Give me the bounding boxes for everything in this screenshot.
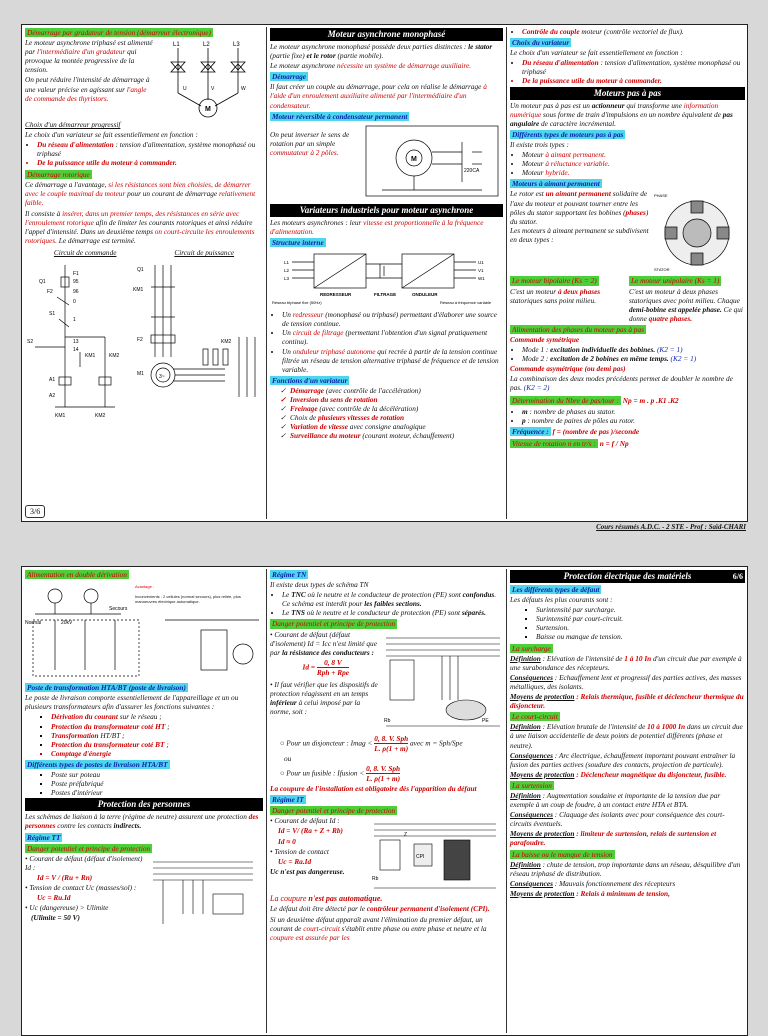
svg-text:F1: F1 [73,271,79,278]
formula-or: ou [284,753,292,763]
list-item: ✓ Freinage (avec contrôle de la décélération) [282,404,503,413]
svg-text:0: 0 [73,299,76,306]
paragraph: Moyens de protection : Déclencheur magnétique du disjoncteur, fusible. [510,769,727,779]
svg-text:Rb: Rb [383,717,390,724]
formula-line: Détermination du Nbre de pas/tour : Np = m . p .K1 .K2 [512,395,679,405]
page2-column-2 [266,569,506,1033]
label-L2: L2 [203,42,210,49]
paragraph: On peut inverser le sens de rotation par un simple commutateur à 2 pôles. [270,129,350,157]
list-item: • Le TNC où le neutre et le conducteur de protection (PE) sont confondus. Ce schéma est interdit pour les faibles sections. [282,590,503,608]
svg-text:Normal: Normal [25,620,42,627]
section-heading: Différents types de moteurs pas à pas [512,129,624,139]
section-heading: La surcharge [512,643,551,653]
tn-scheme-diagram [382,630,503,734]
svg-text:W1: W1 [478,276,485,282]
paragraph: On peut réduire l'intensité de démarrage à une valeur précise en agissant sur l'angle de commande des thyristors. [25,75,150,103]
subheading: Choix d'un démarreur progressif [25,120,121,130]
list-item: ▪ Poste préfabriqué [51,779,263,788]
svg-text:M: M [411,155,417,163]
section-heading: Démarrage rotorique [27,169,90,179]
paragraph: Le moteur asynchrone monophasé possède deux parties distinctes : le stator (partie fixe) et le rotor (partie mobile). [270,42,493,61]
svg-text:M1: M1 [137,371,144,378]
list-item: • Mode 1 : excitation individuelle des bobines. (K2 = 1) [522,345,745,354]
svg-text:Secours: Secours [109,606,128,613]
formula: Id ≈ 0 [278,836,296,846]
list-item: ▪ Poste sur poteau [51,770,263,779]
section-heading: Alimentation des phases du moteur pas à pas [512,324,644,334]
page1-column-1 [22,27,266,519]
paragraph: Définition : Elévation brutale de l'intensité de 10 à 1000 In dans un circuit due à une liaison accidentelle de deux points de potentiel différents (phase et neutre). [510,722,743,750]
paragraph: Conséquences : Arc électrique, échauffement important pouvant entraîner la fusion des parties actives (soudure des contacts, projection de particule). [510,750,736,769]
capacitor-motor-diagram [362,122,502,200]
paragraph: Définition : Augmentation soudaine et importante de la tension due par exemple à un coup de foudre, à un contact entre HTA et BTA. [510,790,721,810]
list-item: • Moteur à aimant permanent. [522,150,745,159]
list-item: ✓ Surveillance du moteur (courant moteur, échauffement) [282,431,503,440]
double-derivation-diagram [25,580,263,680]
section-heading: Démarrage par gradateur de tension (démarreur électronique) [27,28,211,37]
section-heading: Danger potentiel et principe de protection [27,843,151,853]
list-item: ✓ Démarrage (avec contrôle de l'accélération) [282,386,503,395]
paragraph: Il existe deux types de schéma TN [270,580,369,590]
section-heading: Structure interne [272,237,324,247]
variator-structure-diagram [270,248,502,308]
svg-text:Avantage :: Avantage : [135,584,155,590]
svg-text:KM2: KM2 [95,413,106,420]
list-item: • Contrôle du couple moteur (contrôle vectoriel de flux). [522,27,745,36]
svg-text:Rb: Rb [372,876,379,883]
svg-text:L3: L3 [284,276,290,282]
verification-formulas [270,734,503,783]
formula: Uc = Ru.Id [37,893,71,903]
svg-text:13: 13 [73,339,79,346]
banner-heading: Moteurs pas à pas [510,87,745,100]
paragraph: C'est un moteur à deux phases statoriques avec point milieu. Chaque demi-bobine est appelée phase. Ce qui donne quatre phases. [629,286,743,323]
formula-fusible: ○ Pour un fusible : Ifusion < $\frac{\text{0, 8. V. Sph}}{L. \rho(1 + m)}$ [280,763,401,783]
it-scheme-diagram [370,816,500,894]
section-heading: La baisse ou le manque de tension [512,849,613,859]
tn-block [270,630,503,734]
paragraph: Conséquences : Mauvais fonctionnement des récepteurs [510,878,676,888]
list-item: • Courant de défaut (défaut d'isolement) Id : [25,853,143,872]
list-item: • Du réseau d'alimentation : tension d'alimentation, système monophasé ou triphasé [37,140,263,158]
formula: Id = V / (Ru + Rn) [37,872,93,882]
bipolar-motor [510,275,626,323]
section-heading: Les différents types de défaut [512,585,600,594]
list-item: • Tension de contact Uc (masses/sol) : [25,882,137,892]
svg-text:PE: PE [481,717,489,724]
list-item: • Du réseau d'alimentation : tension d'alimentation, système monophasé ou triphasé [522,58,745,76]
page-number: 6/6 [732,572,743,581]
list-item: ▪ Protection du transformateur coté HT ; [51,722,263,731]
page2-column-1 [22,569,266,1033]
paragraph: Le choix d'un variateur se fait essentiellement en fonction : [510,48,683,58]
label-V: V [211,86,215,93]
svg-text:14: 14 [73,347,79,354]
formula-line: Fréquence : f = (nombre de pas )/seconde [512,426,640,436]
svg-text:FILTRAGE: FILTRAGE [374,292,397,298]
page-footer: Cours résumés A.D.C. - 2 STE - Prof : Saïd-CHARI [596,523,746,531]
formula-disjoncteur: ○ Pour un disjoncteur : Imag < $\frac{\text{0, 8. V. Sph}}{L. \rho(1 + m)}$ avec m = Sph/Spe [280,733,463,753]
section-heading: Choix du variateur [512,38,570,48]
gradateur-block [25,38,263,118]
reversible-motor-block [270,122,503,200]
list-item: ▪ Comptage d'énergie [51,749,263,758]
section-heading: Régime TN [272,570,307,579]
section-heading: Danger potentiel et principe de protection [272,806,396,816]
list-item: • De la puissance utile du moteur à commander. [37,158,263,167]
svg-text:STATOR: STATOR [654,267,670,273]
svg-text:96: 96 [73,289,79,296]
paragraph: Moyens de protection : Relais à minimum de tension, [510,888,670,898]
paragraph: Le moteur asynchrone nécessite un système de démarrage auxiliaire. [270,61,472,71]
list-item: • Courant de défaut (défaut d'isolement) Id = Icc n'est limité que par la résistance des conducteurs : [270,629,377,657]
subheading: Commande symétrique [510,334,580,344]
svg-text:KM2: KM2 [109,353,120,360]
section-heading: Démarrage [272,72,307,82]
svg-text:L2: L2 [284,268,290,274]
svg-text:PHASE: PHASE [654,193,668,199]
paragraph: Conséquences : Echauffement lent et progressif des parties actives, des masses métalliques, des isolants. [510,672,742,691]
formula-line: Vitesse de rotation n en tr/s : n = f / Np [512,438,629,448]
list-item: • Courant de défaut Id : [270,816,340,826]
paragraph: Le choix d'un variateur se fait essentiellement en fonction : [25,130,198,140]
svg-text:S1: S1 [49,311,56,318]
svg-text:KM1: KM1 [55,413,66,420]
paragraph: La coupure n'est pas automatique. [270,894,383,904]
paragraph: Conséquences : Claquage des isolants avec pour conséquence des court-circuits éventuels. [510,810,725,829]
section-heading: Le court-circuit [512,712,558,722]
svg-text:Réseau à fréquence variable: Réseau à fréquence variable [440,300,492,306]
unipolar-motor [629,275,745,323]
section-heading: La surtension [512,780,552,790]
svg-text:3~: 3~ [159,374,165,381]
motor-subtypes [510,275,745,323]
paragraph: Le poste de livraison comporte essentiellement de l'appareillage et un ou plusieurs transformateurs afin d'assurer les fonctions suivantes : [25,693,239,712]
section-heading: Régime IT [272,795,304,805]
section-heading: Fonctions d'un variateur [272,375,348,385]
paragraph: Moyens de protection : limiteur de surtension, relais de surtension et parafoudre. [510,829,717,848]
section-heading: Danger potentiel et principe de protection [272,619,396,629]
svg-text:KM2: KM2 [221,339,232,346]
list-item: • Il faut vérifier que les dispositifs de protection réagissent en un temps inférieur à celui imposé par la norme, soit : [270,680,378,717]
page2-column-3 [506,569,748,1033]
paragraph: Ce démarrage a l'avantage, si les résistances sont bien choisies, de démarrer avec le couple maximal du moteur pour un courant de démarrage relativement faible. [25,179,256,207]
tt-block [25,854,263,934]
list-item: ✓ Variation de vitesse avec consigne analogique [282,422,503,431]
list-item: ▪ Surtension. [536,623,745,632]
gradateur-diagram [153,38,263,118]
banner-heading: Protection électrique des matériels [510,570,745,583]
list-item: • Tension de contact [270,846,329,856]
svg-text:Réseau triphasé fixe (50Hz): Réseau triphasé fixe (50Hz) [272,300,322,306]
page1-column-3 [506,27,748,519]
paragraph: Les défauts les plus courants sont : [510,595,613,605]
banner-heading: Variateurs industriels pour moteur asynchrone [270,204,503,217]
paragraph: Définition : Elévation de l'intensité de 1 à 10 In d'un circuit due par exemple à une surabondance des récepteurs. [510,653,742,672]
section-heading: Régime TT [27,832,61,842]
svg-text:A2: A2 [49,393,56,400]
svg-text:CPI: CPI [416,854,425,861]
paragraph: Il consiste à insérer, dans un premier temps, des résistances en série avec l'enroulement rotorique afin de limiter les courants rotoriques et ainsi réduire l'appel d'intensité. Dans un deuxième temps on court-circuite les enroulements rotoriques. Le démarrage est terminé. [25,208,255,246]
list-item: • m : nombre de phases au stator. [522,407,745,416]
svg-text:Q1: Q1 [137,267,144,274]
paragraph: Un moteur pas à pas est un actionneur qui transforme une information numérique sous forme de train d'impulsions en un nombre équivalent de pas angulaire de caractère incrémental. [510,100,733,128]
label-L3: L3 [233,42,240,49]
label-M: M [205,106,211,114]
svg-text:95: 95 [73,279,79,286]
svg-text:F2: F2 [47,289,53,296]
list-item: • Moteur à réluctance variable. [522,159,745,168]
list-item: • Uc (dangereuse) > Ulimite [25,903,109,913]
stepper-motor-diagram [652,189,742,273]
banner-heading: Protection des personnes [25,798,263,811]
svg-text:KM1: KM1 [85,353,96,360]
formula: Id = V/ (Ra + Z + Rb) [278,826,343,836]
paragraph: Il faut créer un couple au démarrage, pour cela on réalise le démarrage à l'aide d'un enroulement auxiliaire alimenté par l'intermédiaire d'un condensateur. [270,82,487,110]
page1-column-2 [266,27,506,519]
svg-text:V1: V1 [478,268,484,274]
page-sheet-6 [21,566,748,1036]
svg-text:KM1: KM1 [133,287,144,294]
list-item: • Le TNS où le neutre et le conducteur de protection (PE) sont séparés. [282,608,503,617]
list-item: • Un redresseur (monophasé ou triphasé) permettant d'élaborer une source de tension continue. [282,310,503,328]
paragraph: Le défaut doit être détecté par le contrôleur permanent d'isolement (CPI). [270,904,490,914]
rotor-start-circuits-diagram [25,257,263,427]
svg-text:F2: F2 [137,337,143,344]
svg-text:S2: S2 [27,339,34,346]
subheading: Commande asymétrique (ou demi pas) [510,364,626,374]
list-item: • Un onduleur triphasé autonome qui recrée à partir de la tension continue filtrée un réseau de tension alternative triphasé de fréquence et de tension variable. [282,347,503,374]
paragraph: Il existe trois types : [510,139,569,149]
tt-scheme-diagram [143,854,261,934]
label-L1: L1 [173,42,180,49]
section-heading: Alimentation en double dérivation [27,570,127,579]
formula-main: Id = $\frac{0, 8 V}{\text{Rph + Rpe}}$ [302,657,349,677]
list-item: ▪ Postes d'intérieur [51,788,263,797]
svg-text:20kV: 20kV [61,620,73,627]
paragraph: Moyens de protection : Relais thermique, fusible et déclencheur thermique du disjoncteur. [510,692,744,711]
list-item: ▪ Protection du transformateur coté BT ; [51,740,263,749]
formula: Uc = Ra.Id [278,856,312,866]
section-heading: Le moteur unipolaire (Ks = 1) [631,276,720,286]
paragraph: Les schémas de liaison à la terre (régime de neutre) assurent une protection des personnes contre les contacts indirects. [25,812,259,831]
svg-text:REDRESSEUR: REDRESSEUR [320,292,352,298]
list-item: ✓ Inversion du sens de rotation [282,395,503,404]
page-sheet-3 [21,24,748,522]
svg-text:Z: Z [404,832,408,839]
list-item: ▪ Dérivation du courant sur le réseau ; [51,712,263,721]
list-item: • Un circuit de filtrage (permettant l'obtention d'un signal pratiquement continu). [282,328,503,346]
paragraph: Le moteur asynchrone triphasé est alimenté par l'intermédiaire d'un gradateur qui provoque la montée progressive de la tension. [25,38,153,75]
paragraph: La combinaison des deux modes précédents permet de doubler le nombre de pas. (K2 = 2) [510,374,733,393]
banner-heading: Moteur asynchrone monophasé [270,28,503,41]
list-item: ▪ Surintensité par surcharge. [536,605,745,614]
svg-text:Q1: Q1 [39,279,46,286]
list-item: • Mode 2 : excitation de 2 bobines en même temps. (K2 = 1) [522,354,745,363]
svg-text:220CA: 220CA [464,167,480,174]
paragraph: Si un deuxième défaut apparaît avant l'élimination du premier défaut, un courant de court-circuit s'établit entre phase ou entre phase et neutre et la coupure est assurée par les [270,914,487,942]
section-heading: Différents types de postes de livraison HTA/BT [27,759,168,769]
it-block [270,816,503,894]
list-item: • De la puissance utile du moteur à commander. [522,76,745,85]
label-W: W [241,86,246,93]
svg-text:ONDULEUR: ONDULEUR [412,292,438,298]
page-number: 3/6 [25,505,45,518]
section-heading: Moteurs à aimant permanent [512,179,600,189]
section-heading: Moteur réversible à condensateur permanent [272,111,408,121]
list-item: • Moteur hybride. [522,168,745,177]
list-item: ✓ Choix de plusieurs vitesses de rotation [282,413,503,422]
section-heading: Le moteur bipolaire (Ks = 2) [512,276,597,286]
circuit-title-commande: Circuit de commande [53,248,117,258]
svg-text:U1: U1 [478,260,484,266]
list-item: ▪ Surintensité par court-circuit. [536,614,745,623]
list-item: ▪ Transformation HT/BT ; [51,731,263,740]
list-item: ▪ Baisse ou manque de tension. [536,632,745,641]
svg-text:1: 1 [73,317,76,324]
section-heading: Poste de transformation HTA/BT (poste de livraison) [27,683,186,693]
paragraph: Les moteurs asynchrones : leur vitesse est proportionnelle à la fréquence d'alimentation. [270,217,484,236]
formula: (Ulimite = 50 V) [31,913,80,923]
svg-text:L1: L1 [284,260,290,266]
paragraph: Définition : chute de tension, trop importante dans un réseau, désquilibre d'un réseau triphasé de distribution. [510,859,741,878]
svg-text:A1: A1 [49,377,56,384]
list-item: • p : nombre de paires de pôles au rotor. [522,416,745,425]
paragraph: Uc n'est pas dangereuse. [270,866,345,876]
circuit-title-puissance: Circuit de puissance [174,248,235,258]
paragraph: La coupure de l'installation est obligatoire dès l'apparition du défaut [270,784,477,794]
paragraph: C'est un moteur à deux phases statoriques sans point milieu. [510,286,601,305]
label-U: U [183,86,187,93]
paragraph: Le rotor est un aimant permanent solidaire de l'axe du moteur et pouvant tourner entre les pôles du stator supportant les bobines (phases) du stator. Les moteurs à aimant permanent se subdivisent en deux types : [510,189,649,244]
permanent-magnet-block [510,189,745,273]
diagram-note: Inconvénients : 2 cellules (normal secours), plus reliée, plus manoeuvres électrique automatique. [135,594,241,605]
circuit-titles [25,248,263,257]
